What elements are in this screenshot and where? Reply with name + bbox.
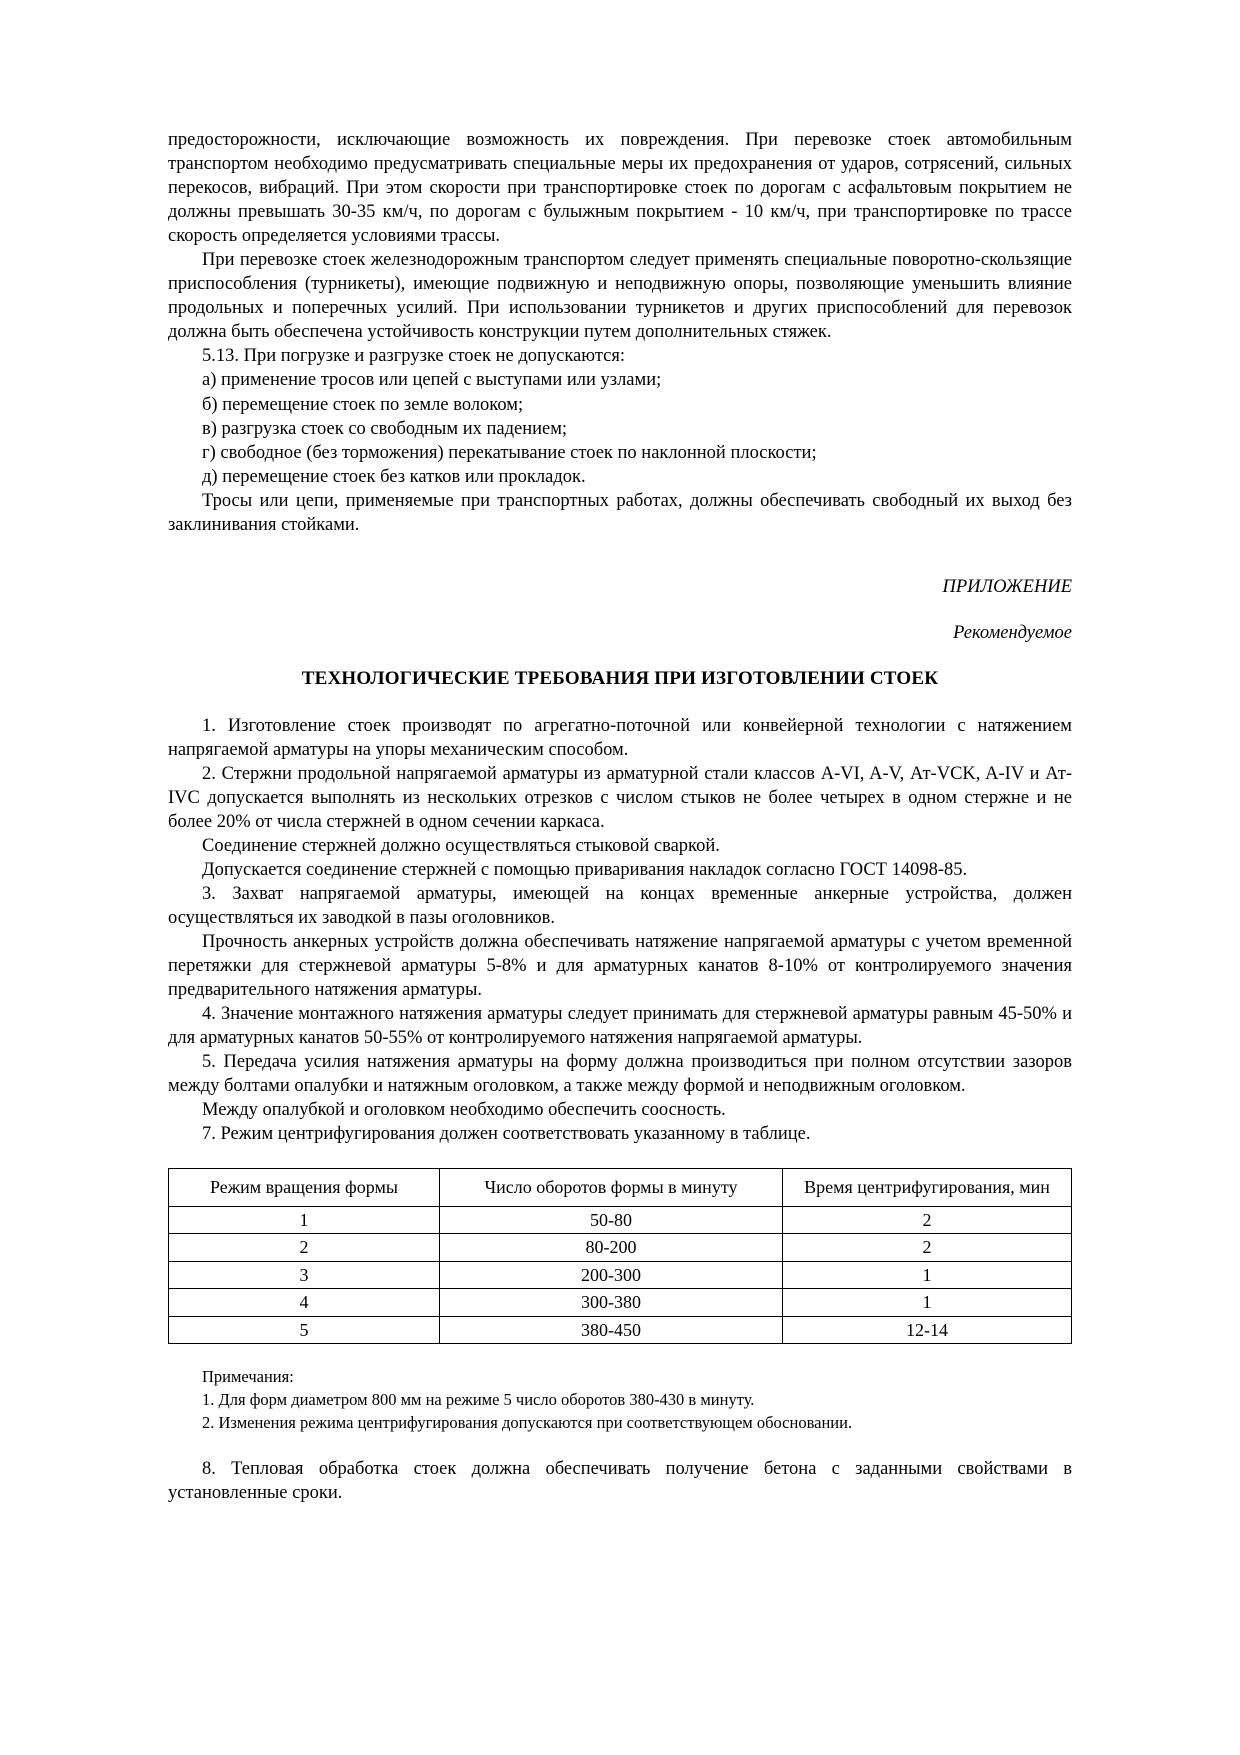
before-table-spacer	[168, 1146, 1072, 1168]
note-item-1: 1. Для форм диаметром 800 мм на режиме 5 число оборотов 380-430 в минуту.	[202, 1390, 755, 1410]
note-item-2: 2. Изменения режима центрифугирования допускаются при соответствующем обосновании.	[202, 1412, 853, 1432]
cell-mode: 2	[169, 1234, 440, 1262]
paragraph-coaxiality: Между опалубкой и оголовком необходимо обеспечить соосность.	[202, 1100, 726, 1121]
paragraph-item-4: 4. Значение монтажного натяжения арматуры следует принимать для стержневой арматуры равным 45-50% и для арматурных канатов 50-55% от контролируемого натяжения напрягаемой арматуры.	[168, 1004, 1072, 1049]
list-item-a: а) применение тросов или цепей с выступами или узлами;	[202, 370, 662, 391]
list-item-g: г) свободное (без торможения) перекатывание стоек по наклонной плоскости;	[202, 442, 817, 463]
notes-title: Примечания:	[202, 1367, 294, 1387]
paragraph-item-3: 3. Захват напрягаемой арматуры, имеющей на концах временные анкерные устройства, должен осуществляться их заводкой в пазы оголовников.	[168, 883, 1072, 928]
paragraph-welding: Соединение стержней должно осуществляться стыковой сваркой.	[202, 835, 720, 856]
paragraph-anchor-strength: Прочность анкерных устройств должна обеспечивать натяжение напрягаемой арматуры с учетом временной перетяжки для стержневой арматуры 5-8% и для арматурных канатов 8-10% от контролируемого значения предварительного натяжения арматуры.	[168, 932, 1072, 1001]
after-table-spacer	[168, 1344, 1072, 1366]
table-body	[169, 1206, 1072, 1344]
paragraph-rail-transport: При перевозке стоек железнодорожным транспортом следует применять специальные поворотно-скользящие приспособления (турникеты), имеющие подвижную и неподвижную опоры, позволяющие уменьшить влияние продольных и поперечных усилий. При использовании турникетов и других приспособлений для перевозок должна быть обеспечена устойчивость конструкции путем дополнительных стяжек.	[168, 250, 1072, 343]
cell-rpm: 50-80	[439, 1206, 782, 1234]
list-item-d: д) перемещение стоек без катков или прокладок.	[202, 466, 586, 487]
cell-time: 1	[783, 1289, 1072, 1317]
title-spacer	[168, 645, 1072, 667]
cell-rpm: 300-380	[439, 1289, 782, 1317]
paragraph-item-8: 8. Тепловая обработка стоек должна обеспечивать получение бетона с заданными свойствами в установленные сроки.	[168, 1458, 1072, 1503]
centrifuge-mode-table	[168, 1168, 1072, 1344]
list-item-v: в) разгрузка стоек со свободным их падением;	[202, 418, 568, 439]
cell-mode: 1	[169, 1206, 440, 1234]
table-notes	[168, 1366, 1072, 1434]
cell-time: 2	[783, 1234, 1072, 1262]
table-row	[169, 1316, 1072, 1344]
table-head	[169, 1169, 1072, 1207]
paragraph-clause-5-13: 5.13. При погрузке и разгрузке стоек не допускаются:	[202, 346, 626, 367]
cell-rpm: 380-450	[439, 1316, 782, 1344]
paragraph-continuation: предосторожности, исключающие возможность их повреждения. При перевозке стоек автомобильным транспортом необходимо предусматривать специальные меры их предохранения от ударов, сотрясений, сильных перекосов, вибраций. При этом скорости при транспортировке стоек по дорогам с асфальтовым покрытием не должны превышать 30-35 км/ч, по дорогам с булыжным покрытием - 10 км/ч, при транспортировке по трассе скорость определяется условиями трассы.	[168, 130, 1072, 247]
cell-mode: 3	[169, 1261, 440, 1289]
top-body-section	[168, 128, 1072, 537]
paragraph-item-1: 1. Изготовление стоек производят по агрегатно-поточной или конвейерной технологии с натяжением напрягаемой арматуры на упоры механическим способом.	[168, 715, 1072, 760]
list-item-b: б) перемещение стоек по земле волоком;	[202, 394, 524, 415]
table-row	[169, 1206, 1072, 1234]
appendix-spacer	[168, 599, 1072, 621]
paragraph-ropes-chains: Тросы или цепи, применяемые при транспортных работах, должны обеспечивать свободный их выход без заклинивания стойками.	[168, 490, 1072, 535]
appendix-title: ТЕХНОЛОГИЧЕСКИЕ ТРЕБОВАНИЯ ПРИ ИЗГОТОВЛЕНИИ СТОЕК	[301, 667, 939, 689]
appendix-kind: Рекомендуемое	[953, 622, 1072, 643]
table-header-mode: Режим вращения формы	[169, 1169, 440, 1207]
table-header-row	[169, 1169, 1072, 1207]
table-header-time: Время центрифугирования, мин	[783, 1169, 1072, 1207]
appendix-label: ПРИЛОЖЕНИЕ	[942, 576, 1072, 597]
table-row	[169, 1289, 1072, 1317]
cell-time: 1	[783, 1261, 1072, 1289]
after-title-spacer	[168, 692, 1072, 714]
table-header-rpm: Число оборотов формы в минуту	[439, 1169, 782, 1207]
section-spacer	[168, 537, 1072, 575]
cell-rpm: 80-200	[439, 1234, 782, 1262]
paragraph-item-7: 7. Режим центрифугирования должен соответствовать указанному в таблице.	[202, 1124, 811, 1145]
paragraph-item-5: 5. Передача усилия натяжения арматуры на форму должна производиться при полном отсутствии зазоров между болтами опалубки и натяжным оголовком, а также между формой и неподвижным оголовком.	[168, 1052, 1072, 1097]
cell-time: 12-14	[783, 1316, 1072, 1344]
table-row	[169, 1234, 1072, 1262]
appendix-body-section	[168, 714, 1072, 1147]
paragraph-item-2: 2. Стержни продольной напрягаемой арматуры из арматурной стали классов A-VI, A-V, Ат-VCK, A-IV и Ат-IVC допускается выполнять из нескольких отрезков с числом стыков не более четырех в одном стержне и не более 20% от числа стержней в одном сечении каркаса.	[168, 763, 1072, 832]
cell-rpm: 200-300	[439, 1261, 782, 1289]
after-notes-spacer	[168, 1435, 1072, 1457]
cell-mode: 4	[169, 1289, 440, 1317]
table-row	[169, 1261, 1072, 1289]
paragraph-gost: Допускается соединение стержней с помощью приваривания накладок согласно ГОСТ 14098-85.	[202, 859, 968, 880]
cell-mode: 5	[169, 1316, 440, 1344]
cell-time: 2	[783, 1206, 1072, 1234]
